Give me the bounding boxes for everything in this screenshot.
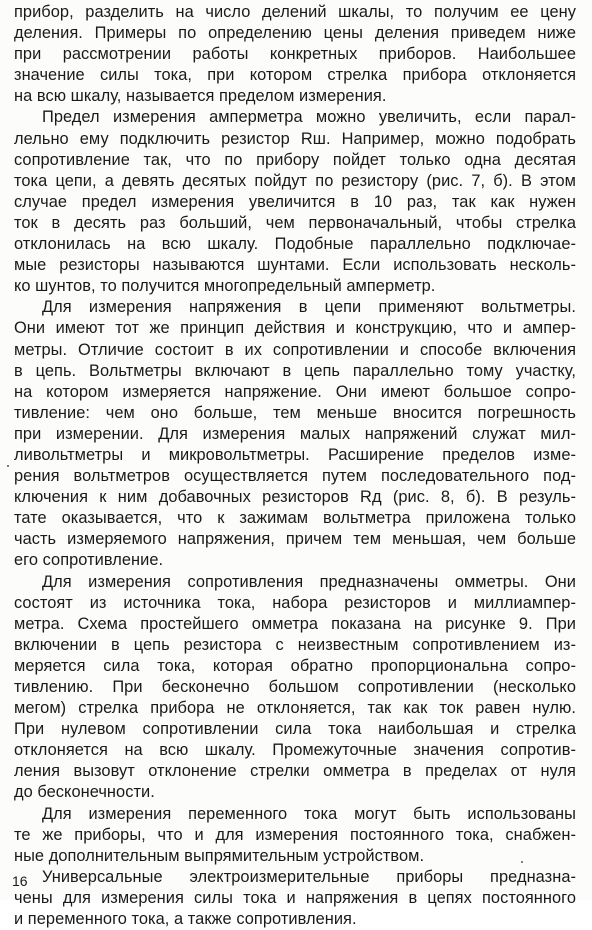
text-line: ливольтметры и микровольтметры. Расширение пределов изме- <box>14 445 576 464</box>
text-line: тате оказывается, что к зажимам вольтметра приложена только <box>14 509 576 528</box>
text-line: отклоняется на всю шкалу. Промежуточные значения сопротив- <box>14 741 576 760</box>
text-line: сопротивление так, что по прибору пойдет только одна десятая <box>14 150 576 169</box>
text-line: его сопротивление. <box>14 551 164 570</box>
text-line: при рассмотрении работы конкретных приборов. Наибольшее <box>14 45 576 64</box>
text-line: до бесконечности. <box>14 783 155 802</box>
text-line: случае предел измерения увеличится в 10 раз, так как нужен <box>14 192 576 211</box>
text-line: мегом) стрелка прибора не отклоняется, так как ток равен нулю. <box>14 699 576 718</box>
text-line: Для измерения напряжения в цепи применяют вольтметры. <box>42 298 576 317</box>
text-line: метры. Отличие состоит в их сопротивлении и способе включения <box>14 340 576 359</box>
text-line: меряется сила тока, которая обратно пропорциональна сопро- <box>14 656 576 675</box>
text-line: отклонилась на всю шкалу. Подобные параллельно подключае- <box>14 235 576 254</box>
text-line: прибор, разделить на число делений шкалы, то получим ее цену <box>14 3 576 21</box>
text-line: Для измерения сопротивления предназначены омметры. Они <box>42 572 576 591</box>
text-line: ко шунтов, то получится многопредельный амперметр. <box>14 277 436 296</box>
text-line: в цепь. Вольтметры включают в цепь параллельно тому участку, <box>14 361 576 380</box>
text-line: ключения к ним добавочных резисторов Rд (рис. 8, б). В резуль- <box>14 488 576 507</box>
text-line: мые резисторы называются шунтами. Если использовать несколь- <box>14 256 576 275</box>
text-line: рения вольтметров осуществляется путем последовательного под- <box>14 467 576 486</box>
text-line: и переменного тока, а также сопротивления. <box>14 910 357 929</box>
text-line: деления. Примеры по определению цены деления приведем ниже <box>14 24 576 43</box>
text-line: состоят из источника тока, набора резисторов и миллиампер- <box>14 593 576 612</box>
text-line: тивлению. При бесконечно большом сопротивлении (несколько <box>14 678 576 696</box>
text-line: на всю шкалу, называется пределом измерения. <box>14 87 387 106</box>
text-line: Универсальные электроизмерительные приборы предназна- <box>42 867 576 886</box>
text-line: при измерении. Для измерения малых напряжений служат мил- <box>14 424 576 443</box>
body-text <box>14 2 576 930</box>
scan-speck <box>7 465 9 467</box>
text-line: При нулевом сопротивлении сила тока наибольшая и стрелка <box>14 720 576 739</box>
text-line: те же приборы, что и для измерения постоянного тока, снабжен- <box>14 825 576 844</box>
text-line: чены для измерения силы тока и напряжения в цепях постоянного <box>14 888 576 907</box>
text-line: значение силы тока, при котором стрелка прибора отклоняется <box>14 66 576 85</box>
text-line: включении в цепь резистора с неизвестным сопротивлением из- <box>14 635 576 654</box>
text-line: Предел измерения амперметра можно увеличить, если парал- <box>42 108 576 127</box>
text-line: тока цепи, а девять десятых пойдут по резистору (рис. 7, б). В этом <box>14 171 576 190</box>
text-line: Они имеют тот же принцип действия и конструкцию, что и ампер- <box>14 319 576 338</box>
text-line: тивление: чем оно больше, тем меньше вносится погрешность <box>14 403 576 422</box>
text-line: метра. Схема простейшего омметра показана на рисунке 9. При <box>14 614 576 633</box>
text-line: лельно ему подключить резистор Rш. Например, можно подобрать <box>14 129 576 148</box>
text-line: часть измеряемого напряжения, причем тем меньшая, чем больше <box>14 530 576 549</box>
text-line: Для измерения переменного тока могут быть использованы <box>42 804 576 823</box>
scan-speck <box>521 861 523 863</box>
text-line: ления вызовут отклонение стрелки омметра в пределах от нуля <box>14 762 576 781</box>
text-line: ток в десять раз больший, чем первоначальный, чтобы стрелка <box>14 213 576 232</box>
text-line: на котором измеряется напряжение. Они имеют большое сопро- <box>14 382 576 401</box>
page-number: 16 <box>12 873 28 889</box>
text-line: ные дополнительным выпрямительным устройством. <box>14 846 425 865</box>
